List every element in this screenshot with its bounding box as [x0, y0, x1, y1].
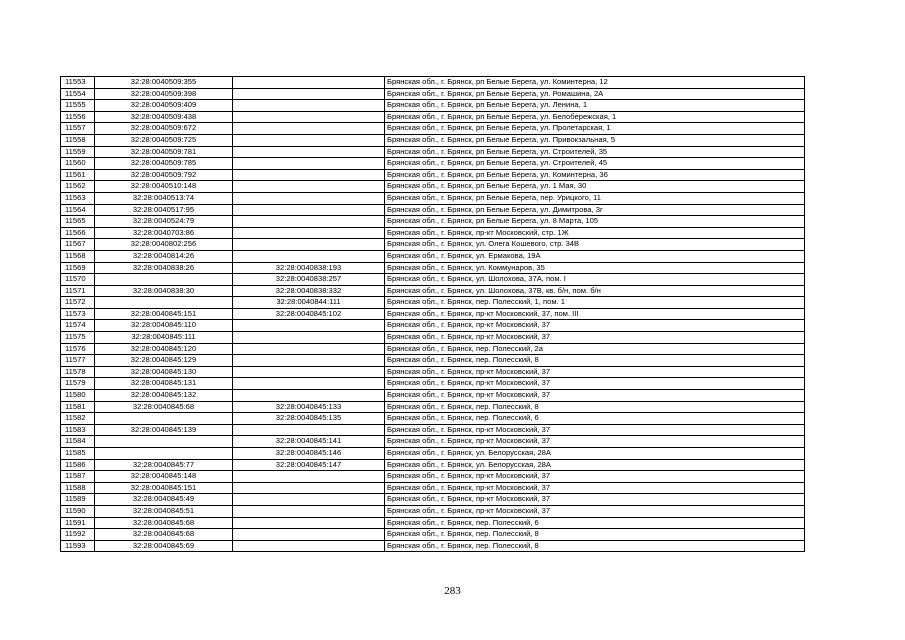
building-cadastral-number-cell [233, 204, 385, 216]
building-cadastral-number-cell [233, 134, 385, 146]
land-cadastral-number-cell: 32:28:0040845:68 [95, 401, 233, 413]
address-cell: Брянская обл., г. Брянск, пер. Полесский, 6 [385, 517, 805, 529]
building-cadastral-number-cell [233, 529, 385, 541]
land-cadastral-number-cell: 32:28:0040703:86 [95, 227, 233, 239]
table-row [61, 308, 805, 320]
building-cadastral-number-cell [233, 343, 385, 355]
row-number-cell: 11559 [61, 146, 95, 158]
row-number-cell: 11553 [61, 77, 95, 89]
row-number-cell: 11588 [61, 482, 95, 494]
address-cell: Брянская обл., г. Брянск, пр-кт Московский, 37, пом. III [385, 308, 805, 320]
address-cell: Брянская обл., г. Брянск, пр-кт Московский, 37 [385, 320, 805, 332]
land-cadastral-number-cell: 32:28:0040509:438 [95, 111, 233, 123]
building-cadastral-number-cell [233, 471, 385, 483]
land-cadastral-number-cell [95, 436, 233, 448]
building-cadastral-number-cell [233, 390, 385, 402]
land-cadastral-number-cell: 32:28:0040845:129 [95, 355, 233, 367]
land-cadastral-number-cell: 32:28:0040513:74 [95, 192, 233, 204]
land-cadastral-number-cell: 32:28:0040845:151 [95, 482, 233, 494]
table-row [61, 378, 805, 390]
land-cadastral-number-cell: 32:28:0040517:95 [95, 204, 233, 216]
table-row [61, 320, 805, 332]
row-number-cell: 11582 [61, 413, 95, 425]
row-number-cell: 11585 [61, 448, 95, 460]
property-table-body [61, 77, 805, 552]
row-number-cell: 11578 [61, 366, 95, 378]
land-cadastral-number-cell: 32:28:0040845:77 [95, 459, 233, 471]
row-number-cell: 11589 [61, 494, 95, 506]
land-cadastral-number-cell: 32:28:0040509:792 [95, 169, 233, 181]
table-row [61, 250, 805, 262]
building-cadastral-number-cell [233, 250, 385, 262]
land-cadastral-number-cell: 32:28:0040814:26 [95, 250, 233, 262]
land-cadastral-number-cell: 32:28:0040845:49 [95, 494, 233, 506]
address-cell: Брянская обл., г. Брянск, пер. Полесский, 8 [385, 355, 805, 367]
land-cadastral-number-cell: 32:28:0040845:139 [95, 424, 233, 436]
page-number: 283 [444, 585, 461, 597]
land-cadastral-number-cell [95, 274, 233, 286]
building-cadastral-number-cell: 32:28:0040845:147 [233, 459, 385, 471]
address-cell: Брянская обл., г. Брянск, рп Белые Берега, ул. 8 Марта, 105 [385, 216, 805, 228]
address-cell: Брянская обл., г. Брянск, пр-кт Московский, 37 [385, 494, 805, 506]
land-cadastral-number-cell: 32:28:0040845:69 [95, 540, 233, 552]
building-cadastral-number-cell: 32:28:0040845:141 [233, 436, 385, 448]
row-number-cell: 11562 [61, 181, 95, 193]
land-cadastral-number-cell: 32:28:0040509:355 [95, 77, 233, 89]
row-number-cell: 11576 [61, 343, 95, 355]
building-cadastral-number-cell [233, 366, 385, 378]
row-number-cell: 11558 [61, 134, 95, 146]
address-cell: Брянская обл., г. Брянск, ул. Белорусская, 28А [385, 459, 805, 471]
table-row [61, 366, 805, 378]
building-cadastral-number-cell [233, 320, 385, 332]
table-row [61, 262, 805, 274]
row-number-cell: 11566 [61, 227, 95, 239]
property-table-container [60, 76, 804, 552]
land-cadastral-number-cell: 32:28:0040845:111 [95, 332, 233, 344]
building-cadastral-number-cell [233, 355, 385, 367]
table-row [61, 134, 805, 146]
land-cadastral-number-cell: 32:28:0040838:26 [95, 262, 233, 274]
row-number-cell: 11590 [61, 505, 95, 517]
building-cadastral-number-cell: 32:28:0040845:135 [233, 413, 385, 425]
row-number-cell: 11593 [61, 540, 95, 552]
row-number-cell: 11563 [61, 192, 95, 204]
row-number-cell: 11592 [61, 529, 95, 541]
building-cadastral-number-cell [233, 505, 385, 517]
table-row [61, 285, 805, 297]
land-cadastral-number-cell [95, 448, 233, 460]
table-row [61, 494, 805, 506]
row-number-cell: 11560 [61, 158, 95, 170]
address-cell: Брянская обл., г. Брянск, ул. Ермакова, 19А [385, 250, 805, 262]
land-cadastral-number-cell: 32:28:0040845:148 [95, 471, 233, 483]
table-row [61, 204, 805, 216]
building-cadastral-number-cell: 32:28:0040844:111 [233, 297, 385, 309]
address-cell: Брянская обл., г. Брянск, рп Белые Берега, ул. Пролетарская, 1 [385, 123, 805, 135]
building-cadastral-number-cell [233, 123, 385, 135]
building-cadastral-number-cell: 32:28:0040845:133 [233, 401, 385, 413]
address-cell: Брянская обл., г. Брянск, пер. Полесский, 1, пом. 1 [385, 297, 805, 309]
building-cadastral-number-cell [233, 239, 385, 251]
address-cell: Брянская обл., г. Брянск, пер. Полесский, 2а [385, 343, 805, 355]
row-number-cell: 11573 [61, 308, 95, 320]
table-row [61, 529, 805, 541]
land-cadastral-number-cell: 32:28:0040845:110 [95, 320, 233, 332]
row-number-cell: 11568 [61, 250, 95, 262]
building-cadastral-number-cell [233, 482, 385, 494]
address-cell: Брянская обл., г. Брянск, рп Белые Берега, ул. Белобережская, 1 [385, 111, 805, 123]
land-cadastral-number-cell: 32:28:0040509:672 [95, 123, 233, 135]
address-cell: Брянская обл., г. Брянск, пр-кт Московский, 37 [385, 436, 805, 448]
row-number-cell: 11556 [61, 111, 95, 123]
table-row [61, 355, 805, 367]
building-cadastral-number-cell [233, 169, 385, 181]
row-number-cell: 11572 [61, 297, 95, 309]
row-number-cell: 11570 [61, 274, 95, 286]
building-cadastral-number-cell [233, 540, 385, 552]
building-cadastral-number-cell: 32:28:0040838:257 [233, 274, 385, 286]
table-row [61, 216, 805, 228]
building-cadastral-number-cell [233, 88, 385, 100]
land-cadastral-number-cell: 32:28:0040524:79 [95, 216, 233, 228]
table-row [61, 100, 805, 112]
address-cell: Брянская обл., г. Брянск, ул. Шолохова, 37В, кв. б/н, пом. б/н [385, 285, 805, 297]
address-cell: Брянская обл., г. Брянск, рп Белые Берега, ул. Димитрова, 3г [385, 204, 805, 216]
table-row [61, 169, 805, 181]
address-cell: Брянская обл., г. Брянск, пр-кт Московский, 37 [385, 424, 805, 436]
table-row [61, 413, 805, 425]
land-cadastral-number-cell: 32:28:0040845:68 [95, 517, 233, 529]
address-cell: Брянская обл., г. Брянск, пр-кт Московский, 37 [385, 378, 805, 390]
table-row [61, 146, 805, 158]
land-cadastral-number-cell [95, 297, 233, 309]
building-cadastral-number-cell [233, 158, 385, 170]
building-cadastral-number-cell [233, 332, 385, 344]
building-cadastral-number-cell [233, 517, 385, 529]
address-cell: Брянская обл., г. Брянск, пер. Полесский, 6 [385, 413, 805, 425]
address-cell: Брянская обл., г. Брянск, рп Белые Берега, ул. Ленина, 1 [385, 100, 805, 112]
land-cadastral-number-cell: 32:28:0040845:51 [95, 505, 233, 517]
table-row [61, 77, 805, 89]
row-number-cell: 11591 [61, 517, 95, 529]
row-number-cell: 11569 [61, 262, 95, 274]
row-number-cell: 11581 [61, 401, 95, 413]
land-cadastral-number-cell: 32:28:0040845:130 [95, 366, 233, 378]
address-cell: Брянская обл., г. Брянск, пр-кт Московский, 37 [385, 366, 805, 378]
address-cell: Брянская обл., г. Брянск, рп Белые Берега, ул. Коминтерна, 12 [385, 77, 805, 89]
row-number-cell: 11564 [61, 204, 95, 216]
building-cadastral-number-cell [233, 494, 385, 506]
table-row [61, 517, 805, 529]
address-cell: Брянская обл., г. Брянск, пр-кт Московский, 37 [385, 390, 805, 402]
address-cell: Брянская обл., г. Брянск, рп Белые Берега, ул. Ромашина, 2А [385, 88, 805, 100]
address-cell: Брянская обл., г. Брянск, ул. Белорусская, 28А [385, 448, 805, 460]
land-cadastral-number-cell [95, 413, 233, 425]
row-number-cell: 11580 [61, 390, 95, 402]
row-number-cell: 11565 [61, 216, 95, 228]
building-cadastral-number-cell [233, 227, 385, 239]
address-cell: Брянская обл., г. Брянск, ул. Олега Кошевого, стр. 34В [385, 239, 805, 251]
row-number-cell: 11557 [61, 123, 95, 135]
address-cell: Брянская обл., г. Брянск, ул. Шолохова, 37А, пом. I [385, 274, 805, 286]
table-row [61, 436, 805, 448]
table-row [61, 482, 805, 494]
table-row [61, 448, 805, 460]
table-row [61, 505, 805, 517]
address-cell: Брянская обл., г. Брянск, рп Белые Берега, ул. Строителей, 35 [385, 146, 805, 158]
address-cell: Брянская обл., г. Брянск, пер. Полесский, 8 [385, 529, 805, 541]
table-row [61, 540, 805, 552]
land-cadastral-number-cell: 32:28:0040509:409 [95, 100, 233, 112]
row-number-cell: 11555 [61, 100, 95, 112]
table-row [61, 424, 805, 436]
row-number-cell: 11554 [61, 88, 95, 100]
table-row [61, 297, 805, 309]
row-number-cell: 11567 [61, 239, 95, 251]
address-cell: Брянская обл., г. Брянск, пр-кт Московский, 37 [385, 505, 805, 517]
address-cell: Брянская обл., г. Брянск, пер. Полесский, 8 [385, 540, 805, 552]
table-row [61, 459, 805, 471]
building-cadastral-number-cell [233, 192, 385, 204]
property-table [60, 76, 805, 552]
row-number-cell: 11587 [61, 471, 95, 483]
land-cadastral-number-cell: 32:28:0040838:30 [95, 285, 233, 297]
address-cell: Брянская обл., г. Брянск, пр-кт Московский, 37 [385, 482, 805, 494]
table-row [61, 274, 805, 286]
land-cadastral-number-cell: 32:28:0040509:398 [95, 88, 233, 100]
land-cadastral-number-cell: 32:28:0040802:256 [95, 239, 233, 251]
address-cell: Брянская обл., г. Брянск, пр-кт Московский, 37 [385, 471, 805, 483]
land-cadastral-number-cell: 32:28:0040845:151 [95, 308, 233, 320]
table-row [61, 343, 805, 355]
table-row [61, 239, 805, 251]
table-row [61, 158, 805, 170]
table-row [61, 88, 805, 100]
address-cell: Брянская обл., г. Брянск, рп Белые Берега, ул. 1 Мая, 30 [385, 181, 805, 193]
land-cadastral-number-cell: 32:28:0040509:725 [95, 134, 233, 146]
building-cadastral-number-cell [233, 181, 385, 193]
land-cadastral-number-cell: 32:28:0040845:132 [95, 390, 233, 402]
table-row [61, 332, 805, 344]
table-row [61, 401, 805, 413]
table-row [61, 471, 805, 483]
address-cell: Брянская обл., г. Брянск, рп Белые Берега, ул. Коминтерна, 36 [385, 169, 805, 181]
row-number-cell: 11584 [61, 436, 95, 448]
table-row [61, 111, 805, 123]
land-cadastral-number-cell: 32:28:0040509:781 [95, 146, 233, 158]
row-number-cell: 11574 [61, 320, 95, 332]
land-cadastral-number-cell: 32:28:0040845:68 [95, 529, 233, 541]
building-cadastral-number-cell [233, 424, 385, 436]
table-row [61, 192, 805, 204]
table-row [61, 123, 805, 135]
land-cadastral-number-cell: 32:28:0040510:148 [95, 181, 233, 193]
row-number-cell: 11575 [61, 332, 95, 344]
building-cadastral-number-cell: 32:28:0040845:102 [233, 308, 385, 320]
address-cell: Брянская обл., г. Брянск, рп Белые Берега, ул. Строителей, 45 [385, 158, 805, 170]
row-number-cell: 11577 [61, 355, 95, 367]
building-cadastral-number-cell [233, 77, 385, 89]
land-cadastral-number-cell: 32:28:0040845:131 [95, 378, 233, 390]
building-cadastral-number-cell [233, 378, 385, 390]
row-number-cell: 11583 [61, 424, 95, 436]
row-number-cell: 11571 [61, 285, 95, 297]
table-row [61, 390, 805, 402]
address-cell: Брянская обл., г. Брянск, рп Белые Берега, ул. Привокзальная, 5 [385, 134, 805, 146]
table-row [61, 227, 805, 239]
building-cadastral-number-cell [233, 146, 385, 158]
building-cadastral-number-cell [233, 111, 385, 123]
building-cadastral-number-cell: 32:28:0040845:146 [233, 448, 385, 460]
address-cell: Брянская обл., г. Брянск, рп Белые Берега, пер. Урицкого, 11 [385, 192, 805, 204]
building-cadastral-number-cell: 32:28:0040838:332 [233, 285, 385, 297]
land-cadastral-number-cell: 32:28:0040845:120 [95, 343, 233, 355]
address-cell: Брянская обл., г. Брянск, пр-кт Московский, стр. 1Ж [385, 227, 805, 239]
building-cadastral-number-cell: 32:28:0040838:193 [233, 262, 385, 274]
address-cell: Брянская обл., г. Брянск, ул. Коммунаров, 35 [385, 262, 805, 274]
building-cadastral-number-cell [233, 216, 385, 228]
address-cell: Брянская обл., г. Брянск, пер. Полесский, 8 [385, 401, 805, 413]
land-cadastral-number-cell: 32:28:0040509:785 [95, 158, 233, 170]
building-cadastral-number-cell [233, 100, 385, 112]
table-row [61, 181, 805, 193]
row-number-cell: 11579 [61, 378, 95, 390]
address-cell: Брянская обл., г. Брянск, пр-кт Московский, 37 [385, 332, 805, 344]
row-number-cell: 11586 [61, 459, 95, 471]
row-number-cell: 11561 [61, 169, 95, 181]
